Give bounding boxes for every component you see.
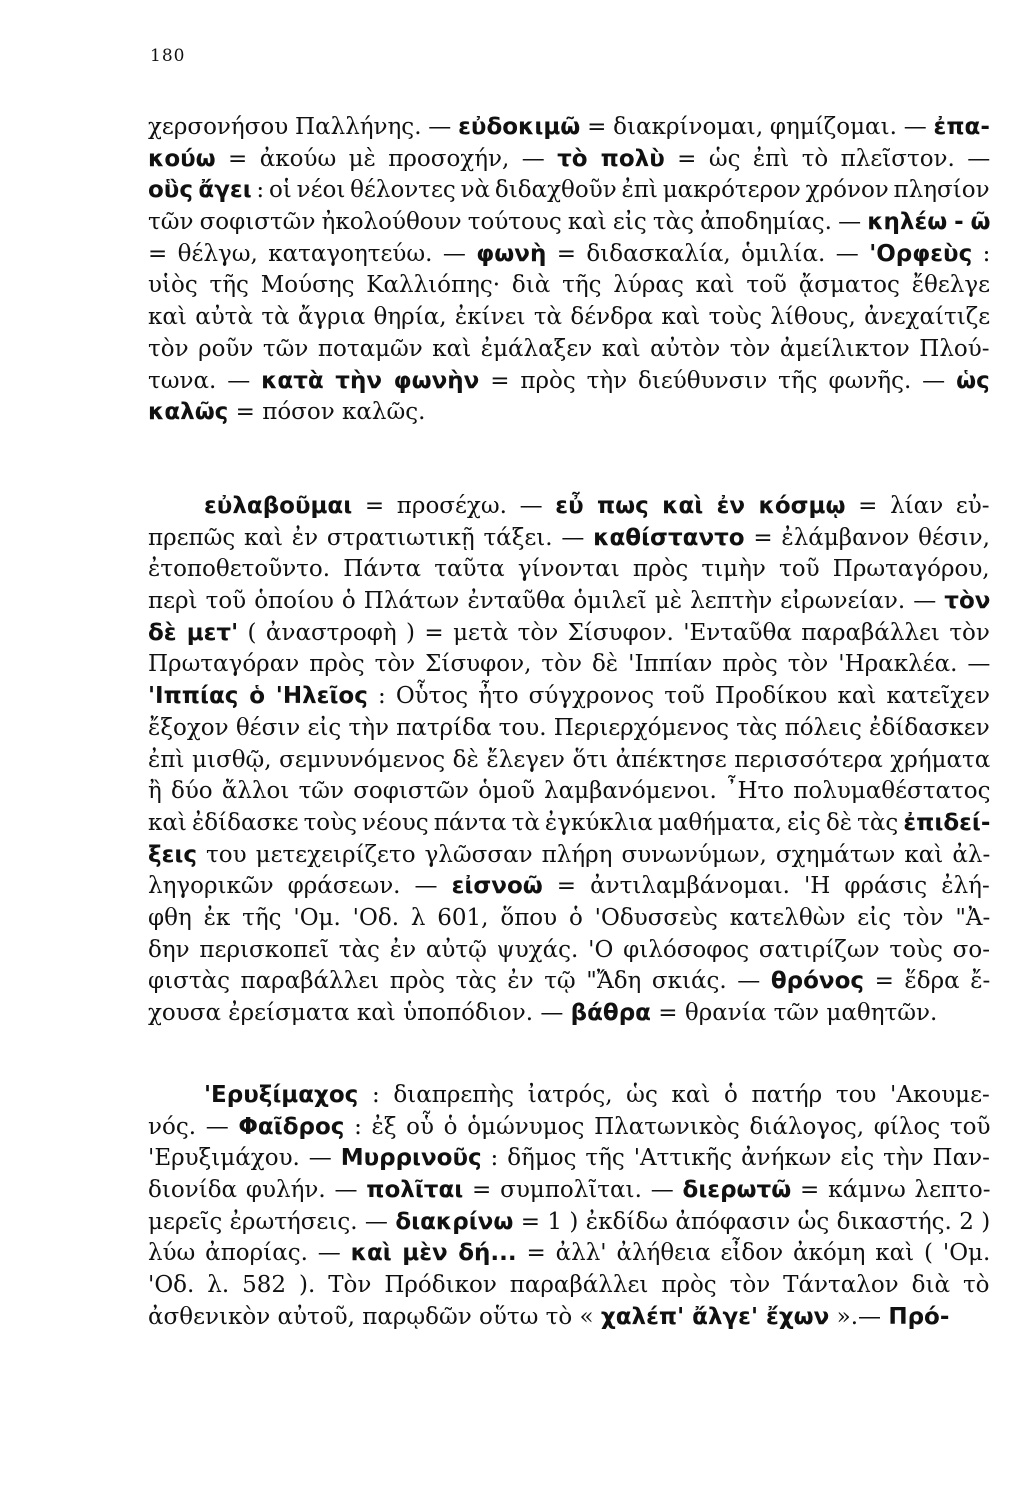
text-line: τὸν ροῦν τῶν ποταμῶν καὶ ἐμάλαξεν καὶ αὐτὸν τὸν ἀμείλικτον Πλού-	[148, 335, 990, 362]
text-line: χουσα ἐρείσματα καὶ ὑποπόδιον. — βάθρα = θρανία τῶν μαθητῶν.	[148, 1000, 938, 1026]
text-line: περὶ τοῦ ὁποίου ὁ Πλάτων ἐνταῦθα ὁμιλεῖ μὲ λεπτὴν εἰρωνείαν. — τὸν	[148, 588, 991, 615]
page-number: 180	[150, 46, 186, 66]
text-line: διονίδα φυλήν. — πολῖται = συμπολῖται. — διερωτῶ = κάμνω λεπτο-	[148, 1177, 991, 1204]
paragraph-3	[148, 1080, 990, 1334]
text-line: ἢ δύο ἄλλοι τῶν σοφιστῶν ὁμοῦ λαμβανόμενοι. ῏Ητο πολυμαθέστατος	[148, 778, 991, 805]
text-line: ἐπὶ μισθῷ, σεμνυνόμενος δὲ ἔλεγεν ὅτι ἀπέκτησε περισσότερα χρήματα	[148, 746, 991, 773]
text-line: ἀσθενικὸν αὐτοῦ, παρῳδῶν οὕτω τὸ « χαλέπ' ἄλγε' ἔχων ».— Πρό-	[148, 1303, 950, 1330]
text-line: κούω = ἀκούω μὲ προσοχήν, — τὸ πολὺ = ὡς ἐπὶ τὸ πλεῖστον. —	[148, 145, 991, 172]
text-line: ληγορικῶν φράσεων. — εἰσνοῶ = ἀντιλαμβάνομαι. 'Η φράσις ἐλή-	[148, 873, 990, 900]
text-line: τῶν σοφιστῶν ἠκολούθουν τούτους καὶ εἰς τὰς ἀποδημίας. — κηλέω - ῶ	[148, 209, 991, 236]
text-line: πρεπῶς καὶ ἐν στρατιωτικῇ τάξει. — καθίσταντο = ἐλάμβανον θέσιν,	[148, 524, 990, 551]
text-line: φιστὰς παραβάλλει πρὸς τὰς ἐν τῷ "Ἄδη σκιάς. — θρόνος = ἕδρα ἔ-	[148, 968, 991, 995]
text-line: χερσονήσου Παλλήνης. — εὐδοκιμῶ = διακρίνομαι, φημίζομαι. — ἐπα-	[148, 114, 990, 140]
paragraph-1	[148, 112, 990, 429]
text-line: 'Ιππίας ὁ 'Ηλεῖος : Οὗτος ἦτο σύγχρονος τοῦ Προδίκου καὶ κατεῖχεν	[148, 683, 990, 710]
text-line: 'Ερυξιμάχου. — Μυρρινοῦς : δῆμος τῆς 'Αττικῆς ἀνήκων εἰς τὴν Παν-	[148, 1145, 990, 1172]
text-line: ξεις του μετεχειρίζετο γλῶσσαν πλήρη συνωνύμων, σχημάτων καὶ ἀλ-	[148, 841, 991, 868]
text-line: μερεῖς ἐρωτήσεις. — διακρίνω = 1 ) ἐκδίδω ἀπόφασιν ὡς δικαστής. 2 )	[148, 1208, 991, 1235]
text-line: νός. — Φαῖδρος : ἐξ οὗ ὁ ὁμώνυμος Πλατωνικὸς διάλογος, φίλος τοῦ	[148, 1113, 991, 1140]
text-line: εὐλαβοῦμαι = προσέχω. — εὖ πως καὶ ἐν κόσμῳ = λίαν εὐ-	[204, 493, 990, 519]
text-line: οὓς ἄγει : οἱ νέοι θέλοντες νὰ διδαχθοῦν ἐπὶ μακρότερον χρόνον πλησίον	[148, 177, 990, 204]
text-line: φθη ἐκ τῆς 'Ομ. 'Οδ. λ 601, ὅπου ὁ 'Οδυσσεὺς κατελθὼν εἰς τὸν "Ἀ-	[148, 904, 991, 931]
text-line: υἱὸς τῆς Μούσης Καλλιόπης· διὰ τῆς λύρας καὶ τοῦ ᾄσματος ἔθελγε	[148, 272, 991, 299]
text-line: = θέλγω, καταγοητεύω. — φωνὴ = διδασκαλία, ὁμιλία. — 'Ορφεὺς :	[148, 240, 991, 267]
text-line: καὶ ἐδίδασκε τοὺς νέους πάντα τὰ ἐγκύκλια μαθήματα, εἰς δὲ τὰς ἐπιδεί-	[148, 809, 991, 836]
text-line: ἔξοχον θέσιν εἰς τὴν πατρίδα του. Περιερχόμενος τὰς πόλεις ἐδίδασκεν	[148, 714, 990, 741]
text-line: καὶ αὐτὰ τὰ ἄγρια θηρία, ἐκίνει τὰ δένδρα καὶ τοὺς λίθους, ἀνεχαίτιζε	[148, 304, 991, 331]
text-line: δην περισκοπεῖ τὰς ἐν αὐτῷ ψυχάς. 'Ο φιλόσοφος σατιρίζων τοὺς σο-	[148, 936, 990, 963]
text-line: καλῶς = πόσον καλῶς.	[148, 399, 426, 426]
text-line: δὲ μετ' ( ἀναστροφὴ ) = μετὰ τὸν Σίσυφον. 'Ενταῦθα παραβάλλει τὸν	[148, 619, 990, 646]
text-line: λύω ἀπορίας. — καὶ μὲν δή... = ἀλλ' ἀλήθεια εἶδον ἀκόμη καὶ ( 'Ομ.	[148, 1240, 991, 1267]
paragraph-2	[148, 491, 990, 1030]
text-line: 'Ερυξίμαχος : διαπρεπὴς ἰατρός, ὡς καὶ ὁ πατήρ του 'Ακουμε-	[204, 1082, 990, 1108]
text-line: ἐτοποθετοῦντο. Πάντα ταῦτα γίνονται πρὸς τιμὴν τοῦ Πρωταγόρου,	[148, 556, 990, 583]
text-line: Πρωταγόραν πρὸς τὸν Σίσυφον, τὸν δὲ 'Ιππίαν πρὸς τὸν 'Ηρακλέα. —	[148, 651, 991, 678]
text-line: 'Οδ. λ. 582 ). Τὸν Πρόδικον παραβάλλει πρὸς τὸν Τάνταλον διὰ τὸ	[148, 1272, 990, 1299]
text-line: τωνα. — κατὰ τὴν φωνὴν = πρὸς τὴν διεύθυνσιν τῆς φωνῆς. — ὡς	[148, 367, 990, 394]
